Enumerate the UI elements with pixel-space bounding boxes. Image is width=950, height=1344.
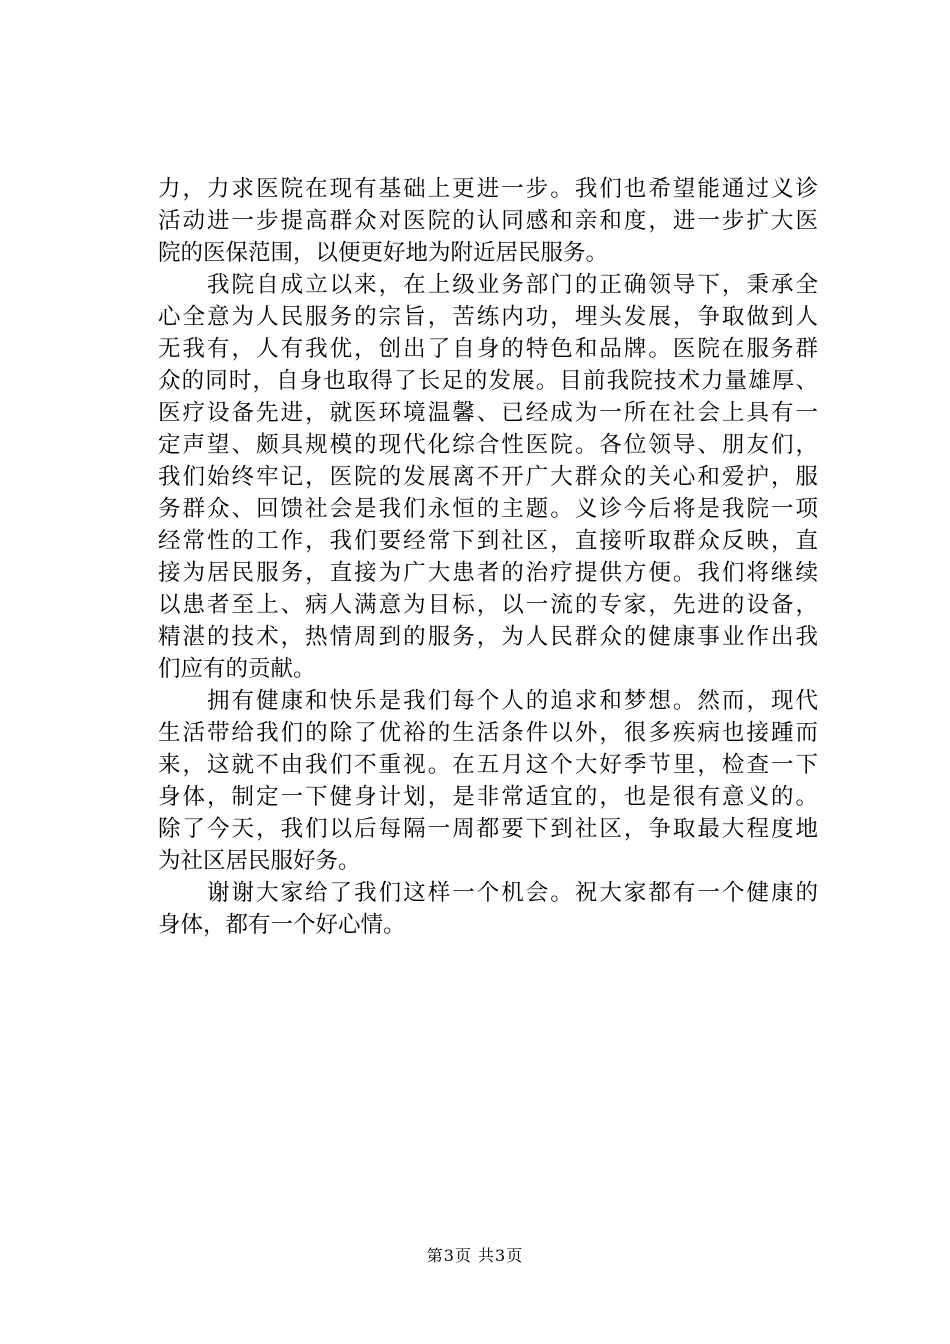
text-line: 无我有，人有我优，创出了自身的特色和品牌。医院在服务群 [158, 336, 818, 362]
text-line: 除了今天，我们以后每隔一周都要下到社区，争取最大程度地 [158, 816, 818, 842]
text-line: 我们始终牢记，医院的发展离不开广大群众的关心和爱护，服 [158, 464, 818, 490]
text-line: 医疗设备先进，就医环境温馨、已经成为一所在社会上具有一 [158, 400, 818, 426]
text-line: 务群众、回馈社会是我们永恒的主题。义诊今后将是我院一项 [158, 496, 818, 522]
text-line: 为社区居民服好务。 [158, 848, 361, 874]
text-line: 以患者至上、病人满意为目标，以一流的专家，先进的设备， [158, 592, 818, 618]
text-line: 经常性的工作，我们要经常下到社区，直接听取群众反映，直 [158, 528, 818, 554]
page-footer: 第3页 共3页 [426, 1246, 524, 1265]
text-line: 心全意为人民服务的宗旨，苦练内功，埋头发展，争取做到人 [158, 304, 818, 330]
text-line: 拥有健康和快乐是我们每个人的追求和梦想。然而，现代 [158, 688, 818, 714]
text-line: 身体，制定一下健身计划，是非常适宜的，也是很有意义的。 [158, 784, 818, 810]
body-text [158, 173, 818, 941]
text-line: 定声望、颇具规模的现代化综合性医院。各位领导、朋友们， [158, 432, 818, 458]
text-line: 接为居民服务，直接为广大患者的治疗提供方便。我们将继续 [158, 560, 818, 586]
text-line: 身体，都有一个好心情。 [158, 912, 406, 938]
text-line: 院的医保范围，以便更好地为附近居民服务。 [158, 240, 609, 266]
text-line: 力，力求医院在现有基础上更进一步。我们也希望能通过义诊 [158, 176, 818, 202]
text-line: 活动进一步提高群众对医院的认同感和亲和度，进一步扩大医 [158, 208, 818, 234]
text-line: 谢谢大家给了我们这样一个机会。祝大家都有一个健康的 [158, 880, 818, 906]
text-line: 精湛的技术，热情周到的服务，为人民群众的健康事业作出我 [158, 624, 818, 650]
text-line: 来，这就不由我们不重视。在五月这个大好季节里，检查一下 [158, 752, 818, 778]
text-line: 们应有的贡献。 [158, 656, 316, 682]
text-line: 我院自成立以来，在上级业务部门的正确领导下，秉承全 [158, 272, 818, 298]
text-line: 众的同时，自身也取得了长足的发展。目前我院技术力量雄厚、 [158, 368, 818, 394]
text-line: 生活带给我们的除了优裕的生活条件以外，很多疾病也接踵而 [158, 720, 818, 746]
